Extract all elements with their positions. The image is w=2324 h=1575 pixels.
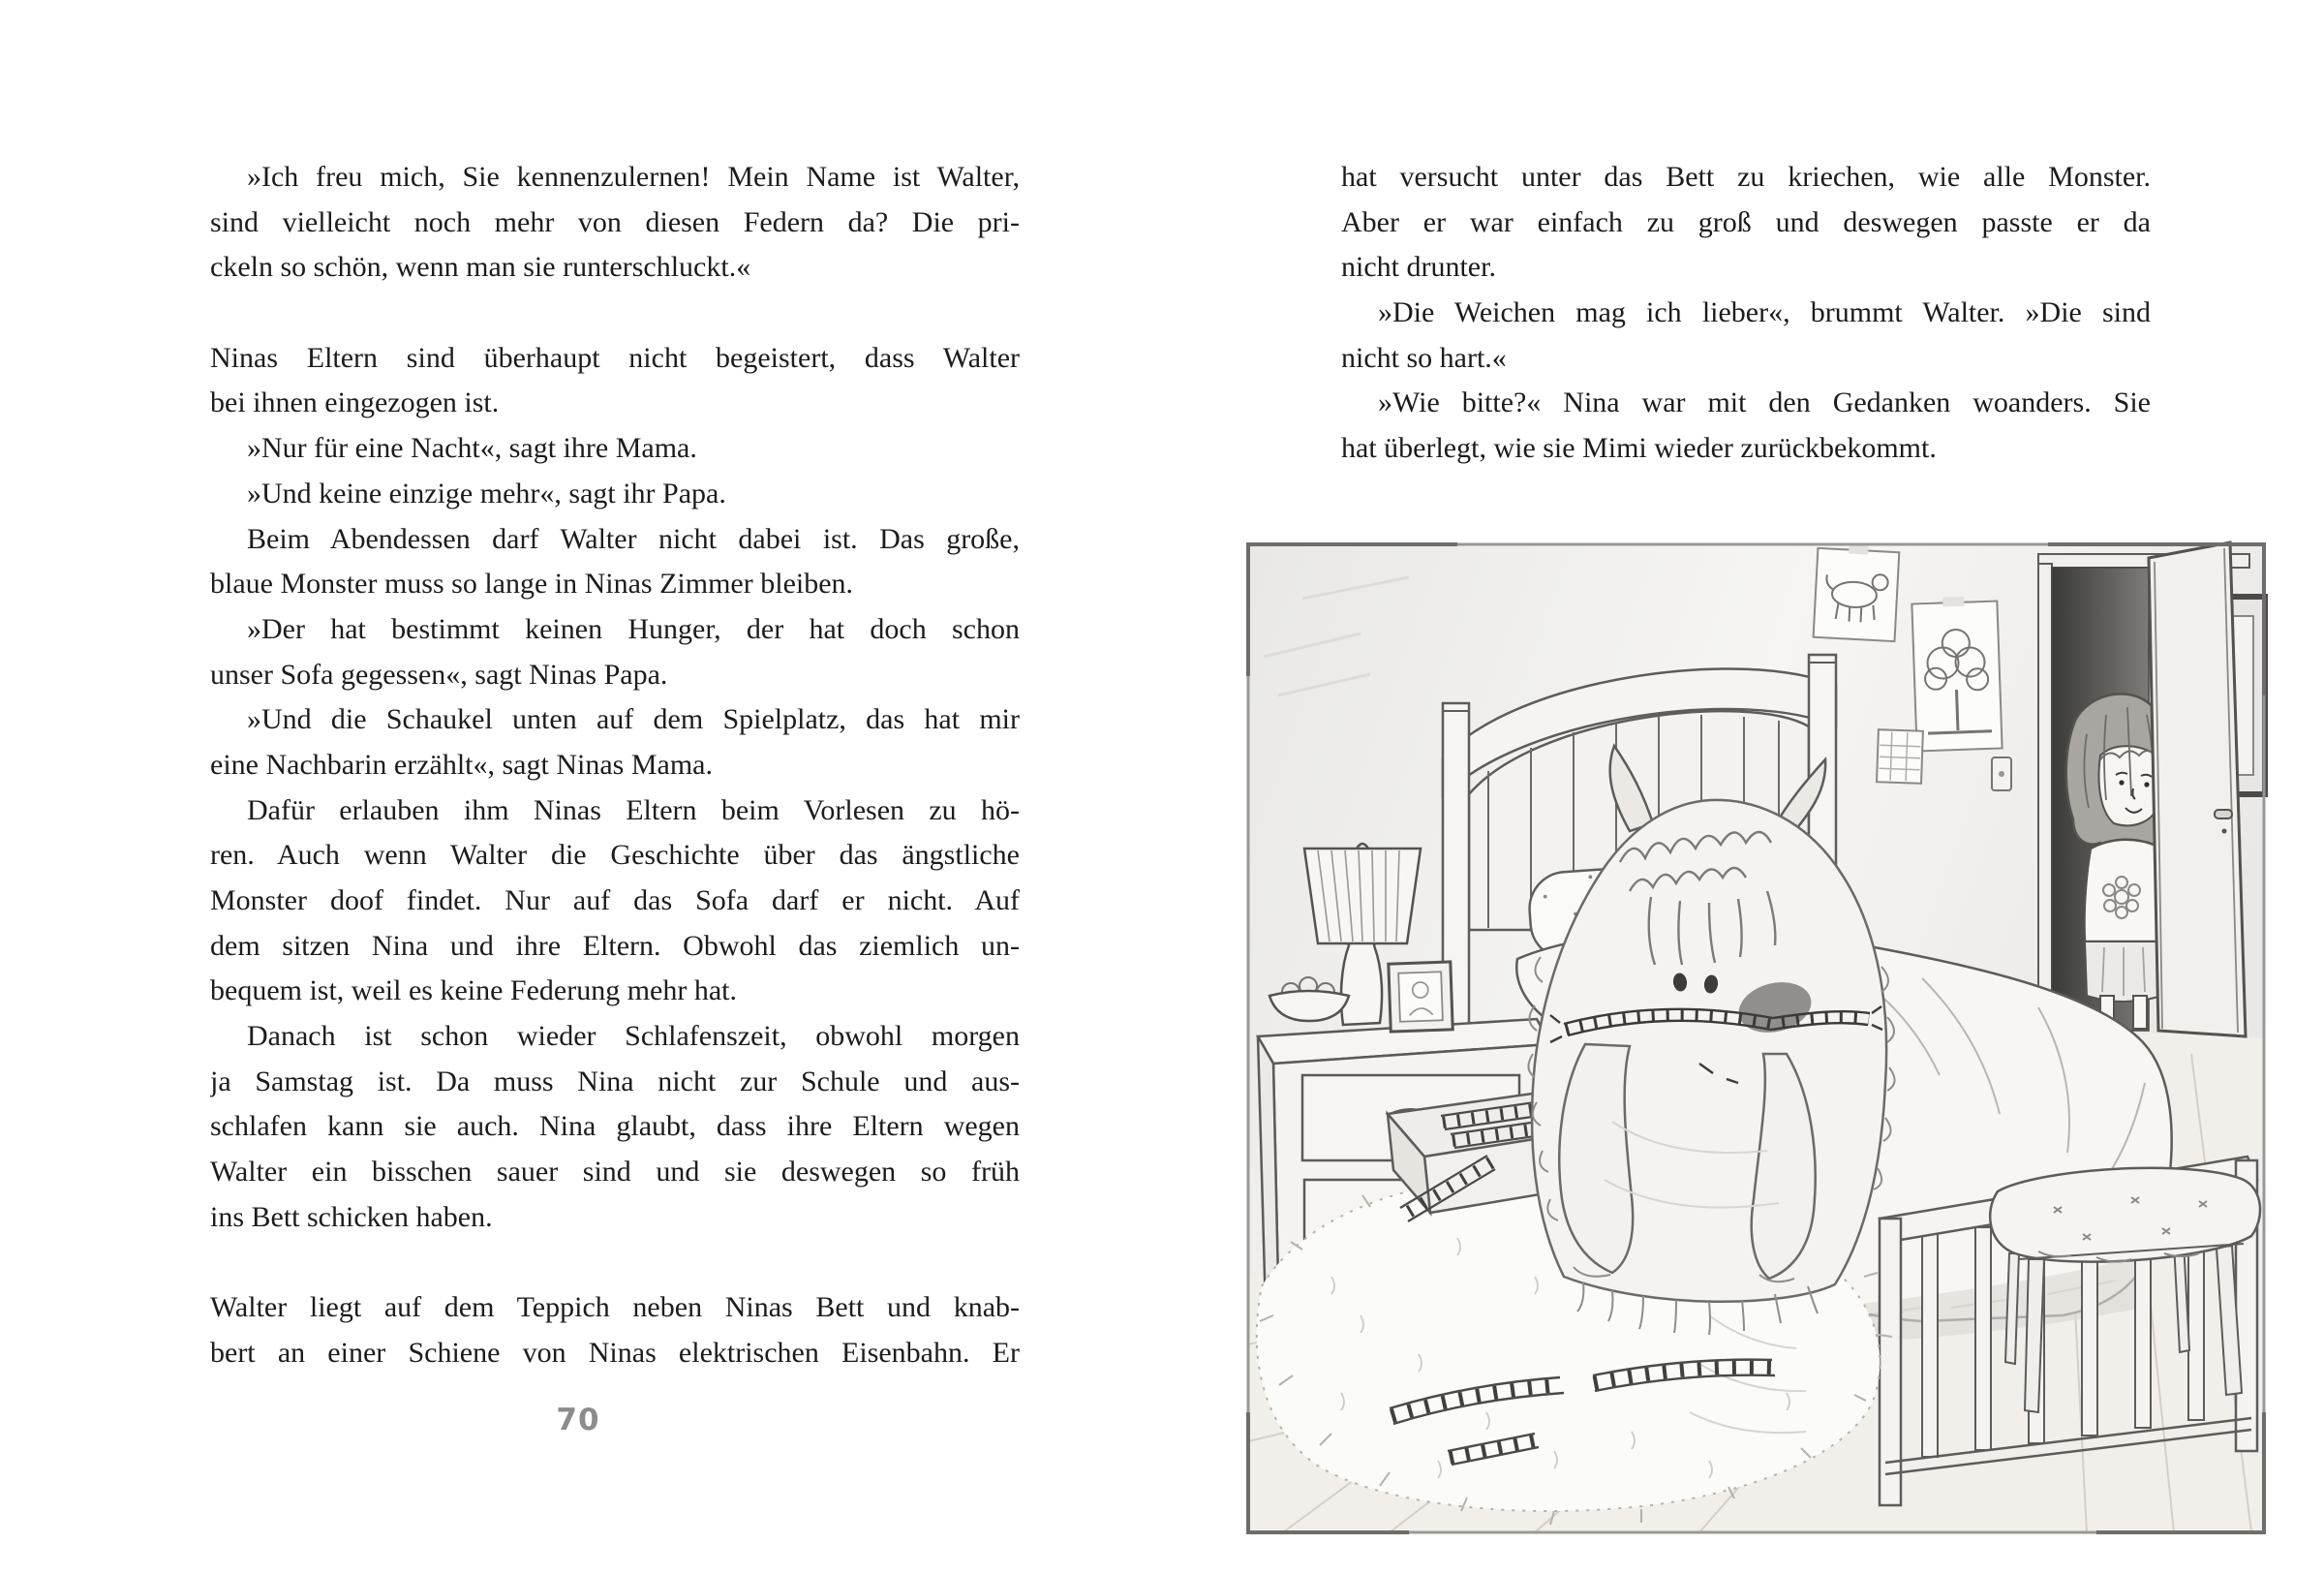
text-line: Danach ist schon wieder Schlafenszeit, obwohl morgen bbox=[247, 1020, 1020, 1053]
text-line: blaue Monster muss so lange in Ninas Zimmer bleiben. bbox=[210, 568, 854, 601]
text-line: »Und die Schaukel unten auf dem Spielplatz, das hat mir bbox=[247, 703, 1020, 736]
wall-drawing-tree bbox=[1911, 596, 2002, 752]
text-line: »Wie bitte?« Nina war mit den Gedanken woanders. Sie bbox=[1378, 386, 2151, 419]
door-handle bbox=[2215, 810, 2232, 818]
light-switch bbox=[1992, 757, 2011, 790]
page-number: 70 bbox=[556, 1403, 600, 1437]
text-line: hat versucht unter das Bett zu kriechen, wie alle Monster. bbox=[1341, 161, 2151, 193]
text-line: ins Bett schicken haben. bbox=[210, 1200, 493, 1233]
text-line: schlafen kann sie auch. Nina glaubt, dass ihre Eltern wegen bbox=[210, 1110, 1020, 1143]
girl-skirt bbox=[2085, 942, 2164, 1002]
illustration-svg bbox=[1244, 540, 2269, 1540]
text-line: »Und keine einzige mehr«, sagt ihr Papa. bbox=[247, 477, 726, 510]
text-line: Aber er war einfach zu groß und deswegen passte er da bbox=[1341, 205, 2151, 238]
text-line: Beim Abendessen darf Walter nicht dabei ist. Das große, bbox=[247, 522, 1020, 555]
text-line: sind vielleicht noch mehr von diesen Federn da? Die pri- bbox=[210, 205, 1020, 238]
stool-cushion bbox=[1990, 1168, 2260, 1262]
text-line: hat überlegt, wie sie Mimi wieder zurückbekommt. bbox=[1341, 432, 1937, 465]
text-line: ja Samstag ist. Da muss Nina nicht zur Schule und aus- bbox=[210, 1065, 1020, 1097]
text-line: eine Nachbarin erzählt«, sagt Ninas Mama. bbox=[210, 748, 713, 781]
text-line: Walter ein bisschen sauer sind und sie deswegen so früh bbox=[210, 1156, 1020, 1189]
text-line: »Nur für eine Nacht«, sagt ihre Mama. bbox=[247, 432, 697, 465]
text-line: Walter liegt auf dem Teppich neben Ninas Bett und knab- bbox=[210, 1291, 1020, 1324]
text-line: unser Sofa gegessen«, sagt Ninas Papa. bbox=[210, 658, 668, 691]
text-line: ren. Auch wenn Walter die Geschichte über das ängstliche bbox=[210, 839, 1020, 872]
text-line: nicht so hart.« bbox=[1341, 341, 1507, 374]
text-line: »Der hat bestimmt keinen Hunger, der hat doch schon bbox=[247, 612, 1020, 645]
text-line: Ninas Eltern sind überhaupt nicht begeistert, dass Walter bbox=[210, 341, 1020, 374]
right-page-text bbox=[1341, 155, 2151, 472]
text-line: nicht drunter. bbox=[1341, 251, 1496, 284]
wall-drawing-animal bbox=[1814, 542, 1900, 641]
left-page-text bbox=[210, 155, 1020, 1376]
text-line: bert an einer Schiene von Ninas elektrischen Eisenbahn. Er bbox=[210, 1336, 1020, 1369]
text-line: bequem ist, weil es keine Federung mehr hat. bbox=[210, 974, 738, 1007]
text-line: bei ihnen eingezogen ist. bbox=[210, 386, 500, 419]
text-line: Dafür erlauben ihm Ninas Eltern beim Vorlesen zu hö- bbox=[247, 793, 1020, 826]
wall-calendar bbox=[1877, 729, 1923, 784]
illustration-monster-bedroom bbox=[1244, 540, 2269, 1540]
text-line: »Ich freu mich, Sie kennenzulernen! Mein Name ist Walter, bbox=[247, 161, 1020, 193]
text-line: »Die Weichen mag ich lieber«, brummt Walter. »Die sind bbox=[1378, 296, 2151, 329]
photo-frame bbox=[1389, 962, 1452, 1032]
text-line: ckeln so schön, wenn man sie runterschluckt.« bbox=[210, 251, 751, 284]
text-line: Monster doof findet. Nur auf das Sofa darf er nicht. Auf bbox=[210, 884, 1020, 916]
door-panel bbox=[2149, 542, 2246, 1036]
text-line: dem sitzen Nina und ihre Eltern. Obwohl das ziemlich un- bbox=[210, 929, 1020, 962]
